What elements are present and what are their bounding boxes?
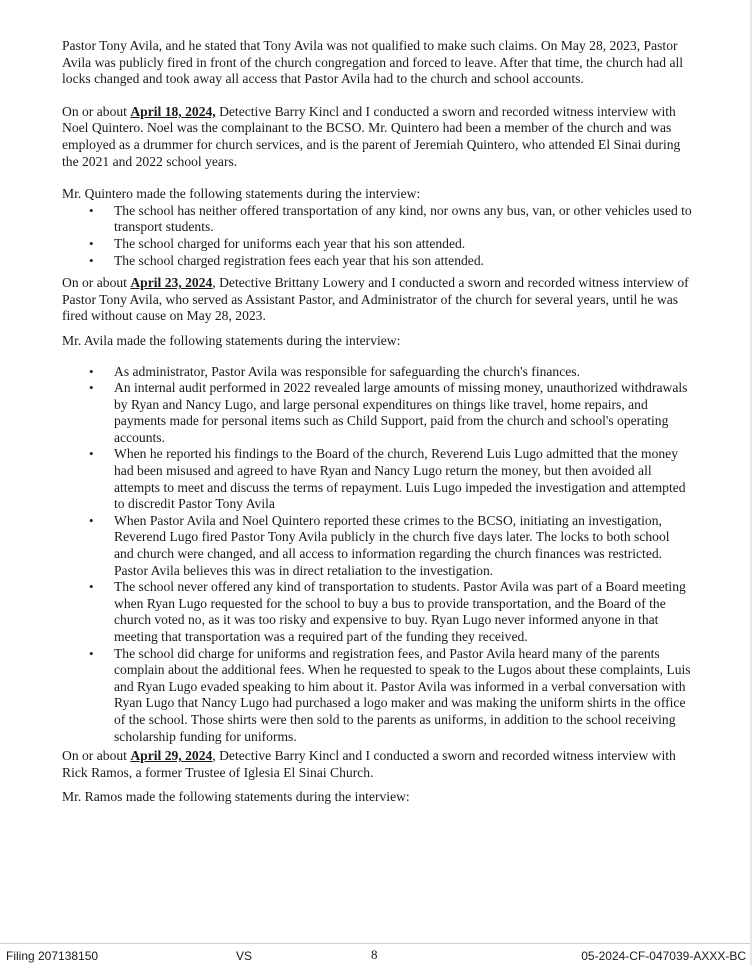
case-number: 05-2024-CF-047039-AXXX-BC (581, 949, 746, 963)
paragraph-6 (62, 748, 692, 781)
paragraph-5: Mr. Avila made the following statements during the interview: (62, 332, 401, 348)
paragraph-2-date: April 18, 2024, (130, 103, 216, 119)
paragraph-4-rest: , Detective Brittany Lowery and I conducted a sworn and recorded witness interview of Pastor Tony Avila, who served as Assistant Pastor, and Administrator of the church for several years, until he was fired without cause on May 28, 2023. (62, 275, 689, 324)
paragraph-1: Pastor Tony Avila, and he stated that Tony Avila was not qualified to make such claims. On May 28, 2023, Pastor Avila was publicly fired in front of the church congregation and forced to leave. After that time, the church had all locks changed and took away all access that Pastor Avila had to the church and school accounts. (62, 38, 684, 87)
paragraph-2-lead: On or about (62, 103, 131, 119)
page-number: 8 (371, 947, 378, 962)
paragraph-3: Mr. Quintero made the following statements during the interview: (62, 186, 421, 202)
list-item: • The school never offered any kind of transportation to students. Pastor Avila was part of a Board meeting when Ryan Lugo requested for the school to buy a bus to provide transportation, and the Board of the church voted no, as it was too risky and expensive to buy. Ryan Lugo never informed anyone in that meeting that transportation was a required part of the funding they received. (114, 579, 692, 645)
avila-statements-list (62, 364, 692, 746)
list-item: • As administrator, Pastor Avila was responsible for safeguarding the church's finances. (114, 364, 692, 381)
list-item: • The school has neither offered transportation of any kind, nor owns any bus, van, or other vehicles used to transport students. (114, 203, 692, 236)
paragraph-2-rest: Detective Barry Kincl and I conducted a sworn and recorded witness interview with Noel Quintero. Noel was the complainant to the BCSO. Mr. Quintero had been a member of the church and was employed as a drummer for church services, and is the parent of Jeremiah Quintero, who attended El Sinai during the 2021 and 2022 school years. (62, 103, 681, 169)
paragraph-4 (62, 275, 692, 325)
list-item: • When he reported his findings to the Board of the church, Reverend Luis Lugo admitted that the money had been misused and agreed to have Ryan and Nancy Lugo return the money, but then avoided all attempts to meet and discuss the terms of repayment. Luis Lugo impeded the investigation and attempted to discredit Pastor Tony Avila (114, 446, 692, 512)
list-item: • The school did charge for uniforms and registration fees, and Pastor Avila heard many of the parents complain about the additional fees. When he requested to speak to the Lugos about these complaints, Luis and Ryan Lugo evaded speaking to him about it. Pastor Avila was informed in a verbal conversation with Ryan Lugo that Nancy Lugo had purchased a logo maker and was making the uniform shirts in the office of the school. Those shirts were then sold to the parents as uniforms, in addition to the school receiving scholarship funding for uniforms. (114, 646, 692, 746)
filing-number: Filing 207138150 (6, 949, 99, 963)
footer-divider (0, 943, 752, 944)
document-body (62, 38, 692, 806)
list-item: • An internal audit performed in 2022 revealed large amounts of missing money, unauthorized withdrawals by Ryan and Nancy Lugo, and large personal expenditures on things like travel, home repairs, and payments made for personal items such as Child Support, paid from the church and school's operating accounts. (114, 380, 692, 446)
paragraph-6-lead: On or about (62, 748, 131, 764)
paragraph-4-lead: On or about (62, 275, 131, 291)
paragraph-2 (62, 104, 692, 170)
case-party-vs: VS (236, 949, 253, 963)
page-footer (0, 945, 752, 965)
paragraph-6-rest: , Detective Barry Kincl and I conducted a sworn and recorded witness interview with Rick Ramos, a former Trustee of Iglesia El Sinai Church. (62, 748, 676, 780)
list-item: • The school charged for uniforms each year that his son attended. (114, 236, 692, 253)
list-item: • The school charged registration fees each year that his son attended. (114, 253, 692, 270)
quintero-statements-list (62, 203, 692, 269)
paragraph-6-date: April 29, 2024 (130, 748, 213, 764)
paragraph-7: Mr. Ramos made the following statements during the interview: (62, 789, 410, 805)
list-item: • When Pastor Avila and Noel Quintero reported these crimes to the BCSO, initiating an investigation, Reverend Lugo fired Pastor Tony Avila publicly in the church five days later. The locks to both school and church were changed, and all access to information regarding the church finances was restricted. Pastor Avila believes this was in direct retaliation to the investigation. (114, 513, 692, 579)
paragraph-4-date: April 23, 2024 (130, 275, 213, 291)
